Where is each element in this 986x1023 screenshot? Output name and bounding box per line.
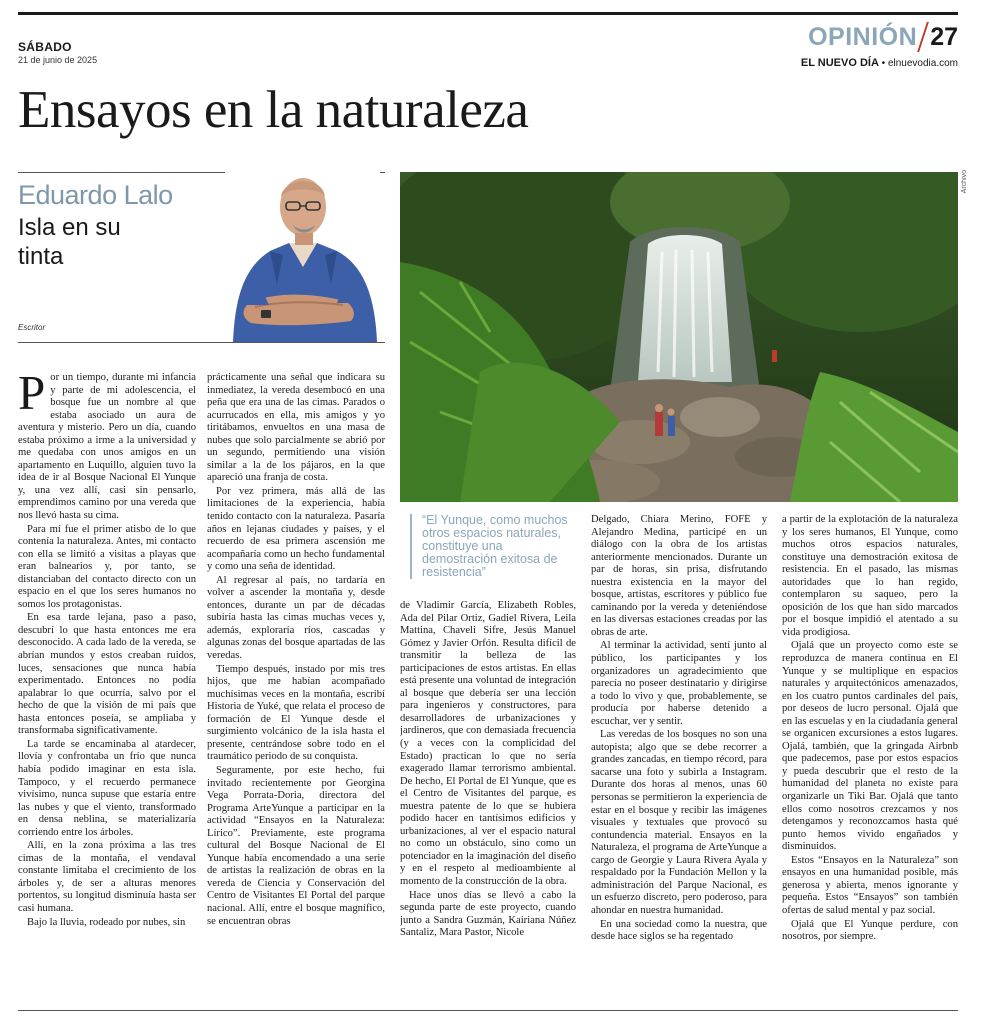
- paragraph: Delgado, Chiara Merino, FOFÉ y Alejandro Medina, participé en un diálogo con la obra de los artistas anteriormente mencionados. Durante un par de horas, sin prisa, disfrutando nuestra existencia en la mayor del bosque, artistas, escritores y público fue caminando por la vereda y deteniéndose en las diversas estaciones creadas por las obras de arte.: [591, 514, 767, 638]
- article-column-5: [782, 514, 958, 1002]
- paragraph: Por vez primera, más allá de las limitaciones de la experiencia, había tenido contacto con la naturaleza. Pasaría años en lejanas ciudades y países, y el recuerdo de esa primera ascensión me acompañaría como un hecho fundamental y como una seña de identidad.: [207, 485, 385, 573]
- issue-day: SÁBADO: [18, 40, 72, 54]
- paragraph: En esa tarde lejana, paso a paso, descubrí lo que hasta entonces me era desconocido. A cada lado de la vereda, se abrían mundos y estos creaban ruidos, luces, sensaciones que nunca había experimentado. Entonces no podía apalabrar lo que ocurría, salvo por el hecho de que la visión de mi país que hasta entonces poseía, se ampliaba y transformaba significativamente.: [18, 612, 196, 737]
- page-number: 27: [930, 22, 958, 51]
- author-name: Eduardo Lalo: [18, 180, 173, 210]
- paragraph: a partir de la explotación de la naturaleza y los seres humanos, El Yunque, como muchos otros espacios naturales, constituye una demostración exitosa de resistencia. En el pasado, las mismas autoridades que lo han regido, contemplaron su saqueo, pero la oposición de los que han sido marcados por el bosque impidió el atentado a su vida prodigiosa.: [782, 514, 958, 638]
- paragraph: Estos “Ensayos en la Naturaleza” son ensayos en una humanidad posible, más generosa y abierta, menos ignorante y pequeña. Estos “Ensayos” son también ofertas de salud mental y paz social.: [782, 854, 958, 916]
- paragraph: [18, 372, 196, 523]
- bullet-separator: •: [881, 58, 888, 69]
- top-rule: [18, 12, 958, 15]
- paragraph: Las veredas de los bosques no son una autopista; algo que se debe recorrer a grandes zancadas, en tiempo récord, para sacarse una foto y subirla a Instagram. Durante dos horas al menos, unas 60 personas se permitieron la experiencia de estar en el bosque y recibir las imágenes visuales y textuales que provocó su contundencia material. Ensayos en la Naturaleza, el programa de ArteYunque a cargo de Georgie y Laura Rivera Ayala y respaldado por la Fundación Mellon y la administración del Parque Nacional, es un esfuerzo discreto, pero poderoso, para ahondar en nuestra humanidad.: [591, 729, 767, 916]
- newspaper-masthead: [801, 57, 958, 69]
- paragraph: Ojalá que un proyecto como este se reproduzca de manera continua en El Yunque y se multiplique en espacios naturales y arquitectónicos amenazados, en los cuatro puntos cardinales del país, por deseos de lucro personal. Ojalá que en las escuelas y en la ciudadanía general se organicen excursiones a estos lugares. Ojalá, también, que la gringada Airbnb que padecemos, pase por estos espacios y pueda descubrir que el resto de la humanidad del planeta no existe para organizarle un Tiki Bar. Ojalá que tanto ellos como nosotros crezcamos y nos detengamos y reconozcamos hasta qué punto hemos vivido engañados y disminuidos.: [782, 640, 958, 853]
- section-divider: [917, 22, 929, 52]
- column-name: Isla en su tinta: [18, 214, 121, 270]
- paragraph: Al regresar al país, no tardaría en volver a ascender la montaña y, desde entonces, durante un par de décadas subiría hasta las cimas muchas veces y, además, exploraría ríos, cascadas y algunas zonas del bosque apartadas de las veredas.: [207, 574, 385, 662]
- section-header: [808, 20, 958, 54]
- newspaper-name: EL NUEVO DÍA: [800, 57, 879, 69]
- article-column-2: [207, 372, 385, 1002]
- paragraph: Tiempo después, instado por mis tres hijos, que me habían acompañado muchísimas veces en la montaña, escribí Historia de Yuké, que relata el proceso de formación de El Yunque desde el surgimiento volcánico de la isla hasta el presente, centrándose sobre todo en el traumático periodo de su conquista.: [207, 663, 385, 763]
- paragraph: de Vladimir García, Elizabeth Robles, Ada del Pilar Ortiz, Gadiel Rivera, Leila Mattina, Chaveli Sifre, Jesús Manuel Gómez y Javier Orfón. Resulta difícil de transmitir la belleza de las participaciones de estos artistas. En ellas está presente una voluntad de integración al bosque que debería ser una lección para ingenieros y constructores, para desarrolladores de urbanizaciones y jardineros, que con demasiada frecuencia (y a veces con la complicidad del Estado) practican lo que no sería exagerado llamar terrorismo ambiental. De hecho, El Portal de El Yunque, que es el Centro de Visitantes del parque, es muestra patente de lo que se hubiera podido hacer en tantísimos edificios y urbanizaciones, al ver el espacio natural no como un obstáculo, sino como un potenciador en la imaginación del diseño y en el respeto al medioambiente al momento de la construcción de la obra.: [400, 600, 576, 888]
- paragraph-text: or un tiempo, durante mi infancia y parte de mi adolescencia, el bosque fue un nombre al que estaba asociado un aura de aventura y misterio. Pero un día, cuando estaba próximo a irme a la universidad y me quedaba con unos amigos en un apartamento en Luquillo, alguien tuvo la idea de ir al Bosque Nacional El Yunque y, una vez allí, casi sin pensarlo, emprendimos camino por una vereda que nos llevó hasta su cima.: [18, 372, 196, 522]
- paragraph: Hace unos días se llevó a cabo la segunda parte de este proyecto, cuando junto a Sandra Guzmán, Kairiana Núñez Santaliz, Mara Pastor, Nicole: [400, 889, 576, 939]
- paragraph: Ojalá que El Yunque perdure, con nosotros, por siempre.: [782, 918, 958, 943]
- pull-quote: “El Yunque, como muchos otros espacios naturales, constituye una demostración exitosa de resistencia”: [410, 514, 570, 579]
- paragraph: Al terminar la actividad, sentí junto al público, los participantes y los organizadores un agradecimiento que parecía no poseer destinatario y dirigirse a todo lo vivo y que, probablemente, se producía por haberse detenido a escuchar, ver y sentir.: [591, 640, 767, 727]
- drop-cap: P: [18, 372, 46, 420]
- paragraph: Para mí fue el primer atisbo de lo que contenía la naturaleza. Antes, mi contacto con ella se limitó a visitas a playas que eran balnearios y, por tanto, se distanciaban del contacto directo con un espacio en el que los seres humanos no somos los protagonistas.: [18, 523, 196, 610]
- paragraph: En una sociedad como la nuestra, que desde hace siglos se ha regentado: [591, 918, 767, 943]
- issue-date: 21 de junio de 2025: [18, 55, 98, 65]
- article-column-1: [18, 372, 196, 1002]
- author-role: Escritor: [18, 323, 46, 332]
- article-column-3: [400, 600, 576, 1002]
- bottom-rule: [18, 1010, 958, 1011]
- paragraph: La tarde se encaminaba al atardecer, llovía y confrontaba un frío que nunca había podido imaginar en esta isla. Tampoco, y el recuerdo permanece vivísimo, nunca supuse que estaría entre las nubes y que el viento, transformado en densa neblina, se materializaría corriendo entre los árboles.: [18, 738, 196, 838]
- paragraph: Bajo la lluvia, rodeado por nubes, sin: [27, 916, 186, 928]
- newspaper-website: elnuevodia.com: [887, 58, 958, 69]
- article-headline: Ensayos en la naturaleza: [18, 81, 529, 139]
- article-column-4: [591, 514, 767, 1002]
- waterfall-photo: [400, 172, 958, 502]
- paragraph: Seguramente, por este hecho, fui invitado recientemente por Georgina Vega Porrata-Doria, directora del Programa ArteYunque a participar en la actividad “Ensayos en la Naturaleza: Lírico”. Previamente, este programa cultural del Bosque Nacional de El Yunque había encomendado a una serie de artistas la realización de obras en la vereda de Ciencia y Conservación del Centro de Visitantes El Portal del parque nacional. Allí, entre el bosque magnífico, se encuentran obras: [207, 764, 385, 927]
- photo-credit: Archivo: [961, 170, 968, 194]
- author-rule-bottom: [18, 342, 385, 343]
- paragraph: prácticamente una señal que indicara su inmediatez, la vereda desembocó en una peña que era una de las cimas. Parados o acurrucados en ella, mis amigos y yo tiritábamos, envueltos en una masa de nubes que solo parcialmente se abrió por un segundo, permitiendo una visión similar a la de los pájaros, en la que apareció una franja de costa.: [207, 372, 385, 484]
- paragraph: Allí, en la zona próxima a las tres cimas de la montaña, el vendaval constante limitaba el crecimiento de los árboles y, de ser a alturas menores portentos, su longitud disminuía hasta ser casi humana.: [18, 840, 196, 914]
- section-name: OPINIÓN: [808, 22, 918, 51]
- author-portrait: [225, 155, 380, 342]
